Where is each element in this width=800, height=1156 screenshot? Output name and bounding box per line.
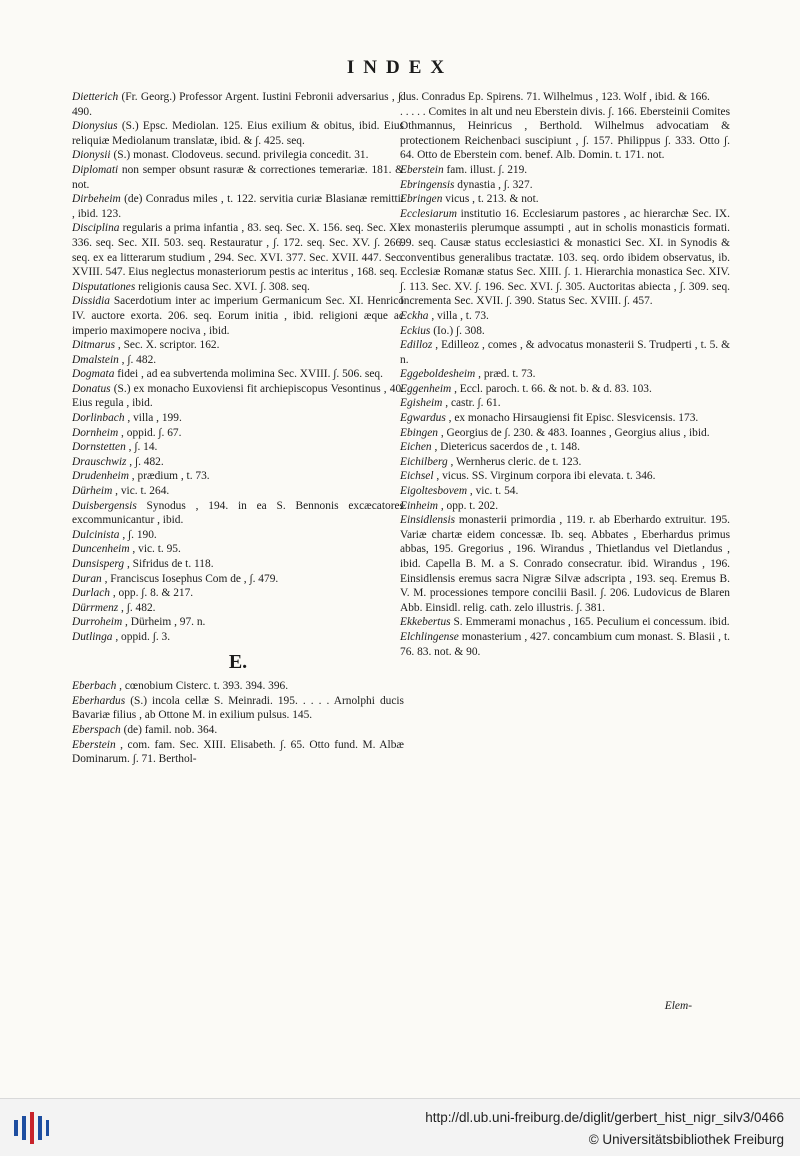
- index-entry-text: (de) famil. nob. 364.: [120, 723, 218, 736]
- index-entry: [400, 192, 730, 207]
- index-entry: [400, 513, 730, 615]
- index-entry: [400, 630, 730, 659]
- index-entry: [72, 528, 404, 543]
- index-entry: [72, 499, 404, 528]
- index-headword: Egwardus: [400, 412, 446, 425]
- index-entry-text: , Sec. X. scriptor. 162.: [115, 339, 220, 352]
- index-headword: Dulcinista: [72, 528, 120, 541]
- index-entry-text: . . . . . Comites in alt und neu Eberstein divis. ∫. 166. Ebersteinii Comites Othmannus, Heinricus , Berthold. Wilhelmus advocatiam & protectionem Reichenbaci suscipiunt , ∫. 157. Philippus ∫. 333. Otto ∫. 64. Otto de Eberstein com. benef. Alb. Domin. t. 171. not.: [400, 105, 730, 162]
- index-entry-text: (S.) Epsc. Mediolan. 125. Eius exilium & obitus, ibid. Eius reliquiæ Mediolanum translatæ, ibid. & ∫. 425. seq.: [72, 120, 404, 147]
- index-headword: Dionysii: [72, 149, 111, 162]
- index-headword: Eichilberg: [400, 455, 448, 468]
- index-entry: [72, 294, 404, 338]
- index-entry-text: institutio 16. Ecclesiarum pastores , ac hierarchæ Sec. IX. ex monasteriis plerumque assumpti , aut in scholis monasticis formati. 99. seq. Causæ status ecclesiastici & monastici Sec. XI. in Synodis & conventibus generalibus tractatæ. 103. seq. ordo ibidem observatus, ib. Ecclesiæ Romanæ status Sec. XIII. ∫. 1. Hierarchia monastica Sec. XIV. ∫. 113. Sec. XV. ∫. 196. Sec. XVI. ∫. 305. Auctoritas abiecta , ∫. 309. seq. Incrementa Sec. XVII. ∫. 390. Status Sec. XVIII. ∫. 457.: [400, 207, 730, 308]
- index-entry-text: , oppid. ∫. 67.: [118, 426, 182, 439]
- index-entry: [72, 738, 404, 767]
- index-entry-text: non semper obsunt rasuræ & correctiones temerariæ. 181. & not.: [72, 163, 404, 191]
- index-entry-text: , ∫. 482.: [126, 455, 164, 468]
- index-entry: [72, 723, 404, 738]
- index-entry-text: , opp. t. 202.: [437, 499, 499, 512]
- index-entry: [400, 615, 730, 630]
- index-headword: Duran: [72, 572, 102, 585]
- index-headword: Eggenheim: [400, 382, 452, 395]
- left-column: [72, 90, 404, 767]
- index-headword: Eckha: [400, 309, 429, 322]
- index-headword: Ekkebertus: [400, 616, 451, 629]
- index-entry: [400, 163, 730, 178]
- index-entry: [400, 207, 730, 309]
- index-headword: Ebringen: [400, 193, 443, 206]
- running-head: INDEX: [346, 57, 454, 78]
- index-headword: Dunsisperg: [72, 558, 125, 570]
- index-entry: [400, 382, 730, 397]
- index-headword: Dutlinga: [72, 630, 113, 643]
- index-entry-text: , vic. t. 54.: [467, 485, 519, 498]
- index-entry: [72, 572, 404, 587]
- right-column: [400, 90, 730, 659]
- index-entry: [400, 396, 730, 411]
- index-entry: [72, 192, 404, 221]
- index-headword: Dmalstein: [72, 353, 119, 366]
- index-headword: Dissidia: [72, 295, 110, 308]
- index-entry-text: , præd. t. 73.: [475, 368, 536, 381]
- index-headword: Dürheim: [72, 485, 113, 498]
- index-entry: [72, 90, 404, 119]
- index-headword: Eckius: [400, 324, 431, 337]
- index-entry: [72, 542, 404, 557]
- section-letter: E.: [228, 650, 248, 673]
- index-entry-text: dynastia , ∫. 327.: [454, 178, 533, 191]
- index-entry: [72, 148, 404, 163]
- index-entry: [72, 280, 404, 295]
- index-headword: Ecclesiarum: [400, 207, 457, 220]
- index-headword: Duisbergensis: [72, 499, 137, 512]
- index-headword: Ditmarus: [72, 339, 116, 352]
- index-headword: Disputationes: [72, 280, 136, 293]
- index-entry-text: , ∫. 482.: [118, 601, 156, 614]
- source-url-link[interactable]: http://dl.ub.uni-freiburg.de/diglit/gerbert_hist_nigr_silv3/0466: [425, 1110, 784, 1125]
- index-entry-text: , vic. t. 264.: [112, 485, 170, 498]
- index-entry-text: fidei , ad ea subvertenda molimina Sec. XVIII. ∫. 506. seq.: [114, 368, 383, 381]
- index-entry-text: dus. Conradus Ep. Spirens. 71. Wilhelmus , 123. Wolf , ibid. & 166.: [400, 91, 710, 103]
- index-entry-text: , cœnobium Cisterc. t. 393. 394. 396.: [116, 680, 289, 693]
- index-headword: Eberhardus: [72, 694, 126, 707]
- index-entry-text: , Eccl. paroch. t. 66. & not. b. & d. 83. 103.: [451, 382, 652, 395]
- index-entry: [72, 338, 404, 353]
- index-entry: [400, 178, 730, 193]
- index-entry-text: , Sifridus de t. 118.: [124, 558, 214, 570]
- index-entry: [72, 455, 404, 470]
- index-entry: [72, 353, 404, 368]
- index-headword: Dietterich: [72, 91, 119, 103]
- index-headword: Dürrmenz: [72, 601, 119, 614]
- index-entry-text: , ∫. 14.: [125, 441, 158, 454]
- index-entry-text: , Franciscus Iosephus Com de , ∫. 479.: [101, 572, 279, 585]
- index-entry: [400, 426, 730, 441]
- index-entry: [72, 694, 404, 723]
- left-entries-before: [72, 90, 404, 645]
- index-entry: [72, 440, 404, 455]
- index-entry-text: , Wernherus cleric. de t. 123.: [447, 455, 582, 468]
- index-headword: Dogmata: [72, 368, 115, 381]
- index-entry-text: , villa , 199.: [124, 412, 182, 425]
- index-entry-text: , castr. ∫. 61.: [442, 397, 501, 410]
- index-entry-text: (S.) ex monacho Euxoviensi fit archiepiscopus Vesontinus , 40. Eius regula , ibid.: [72, 382, 404, 410]
- index-headword: Eberbach: [72, 680, 117, 693]
- left-entries-after: [72, 679, 404, 767]
- index-entry-text: fam. illust. ∫. 219.: [443, 163, 528, 176]
- index-headword: Dirbeheim: [72, 193, 121, 206]
- index-headword: Elchlingense: [400, 630, 459, 643]
- index-entry-text: , prædium , t. 73.: [128, 470, 210, 483]
- index-entry-text: , Georgius de ∫. 230. & 483. Ioannes , Georgius alius , ibid.: [437, 426, 710, 439]
- index-headword: Disciplina: [72, 222, 120, 235]
- index-entry-text: , ∫. 190.: [119, 528, 157, 541]
- index-entry-text: (de) Conradus miles , t. 122. servitia curiæ Blasianæ remittit , ibid. 123.: [72, 193, 404, 220]
- copyright-text: © Universitätsbibliothek Freiburg: [588, 1132, 784, 1147]
- index-headword: Eberstein: [400, 163, 444, 176]
- index-entry: [72, 382, 404, 411]
- index-entry-text: Sacerdotium inter ac imperium Germanicum Sec. XI. Henrico IV. auctore exorta. 206. seq. Eorum initia , ibid. religioni æque ac imperio maximopere nociva , ibid.: [72, 295, 404, 337]
- index-headword: Eigoltesbovem: [400, 485, 468, 498]
- index-entry: [400, 324, 730, 339]
- index-entry-text: regularis a prima infantia , 83. seq. Sec. X. 156. seq. Sec. XI. 336. seq. Sec. XII. 503. seq. Restauratur , ∫. 172. seq. Sec. XV. ∫. 266. seq. ex ea litterarum studium , 294. Sec. XVI. 377. Sec. XVII. 447. Sec. XVIII. 547. Eius neglectus monasteriorum pestis ac interitus , 168. seq.: [72, 222, 404, 279]
- index-entry: [400, 367, 730, 382]
- index-headword: Donatus: [72, 382, 111, 395]
- index-headword: Diplomati: [72, 163, 119, 176]
- index-entry: [400, 90, 730, 105]
- index-entry: [72, 586, 404, 601]
- index-headword: Dornstetten: [72, 441, 126, 454]
- index-entry: [72, 367, 404, 382]
- index-headword: Dionysius: [72, 120, 118, 133]
- index-entry: [400, 455, 730, 470]
- index-headword: Einheim: [400, 499, 438, 512]
- index-headword: Einsidlensis: [400, 514, 456, 527]
- index-entry: [400, 499, 730, 514]
- index-entry: [72, 484, 404, 499]
- index-entry: [72, 426, 404, 441]
- index-entry-text: S. Emmerami monachus , 165. Peculium ei concessum. ibid.: [450, 616, 730, 629]
- index-headword: Eichen: [400, 441, 432, 454]
- index-entry: [400, 440, 730, 455]
- index-headword: Drudenheim: [72, 470, 129, 483]
- index-entry: [400, 309, 730, 324]
- index-entry: [72, 679, 404, 694]
- index-entry: [400, 338, 730, 367]
- index-entry: [72, 119, 404, 148]
- index-entry-text: , oppid. ∫. 3.: [112, 630, 171, 643]
- index-entry: [400, 484, 730, 499]
- index-headword: Edilloz: [400, 339, 433, 352]
- index-headword: Drauschwiz: [72, 455, 127, 468]
- index-entry: [72, 601, 404, 616]
- index-entry-text: , com. fam. Sec. XIII. Elisabeth. ∫. 65. Otto fund. M. Albæ Dominarum. ∫. 71. Berthol-: [72, 738, 404, 766]
- index-entry-text: , ex monacho Hirsaugiensi fit Episc. Slesvicensis. 173.: [445, 412, 699, 425]
- index-entry: [72, 469, 404, 484]
- index-entry-text: Synodus , 194. in ea S. Bennonis excæcatores excommunicantur , ibid.: [72, 499, 404, 527]
- index-entry-text: , vic. t. 95.: [129, 543, 181, 556]
- index-entry: [72, 221, 404, 279]
- index-headword: Egisheim: [400, 397, 443, 410]
- index-entry-text: (Fr. Georg.) Professor Argent. Iustini Febronii adversarius , ∫. 490.: [72, 91, 404, 118]
- index-entry-text: monasterium , 427. concambium cum monast. S. Blasii , t. 76. 83. not. & 90.: [400, 630, 730, 658]
- index-entry-text: (S.) incola cellæ S. Meinradi. 195. . . . . Arnolphi ducis Bavariæ filius , ab Ottone M. in exilium pulsus. 145.: [72, 694, 404, 722]
- index-entry-text: monasterii primordia , 119. r. ab Eberhardo extruitur. 195. Variæ chartæ eidem concessæ. Ib. seq. Abbates , Eberhardus primus abbas, 195. Gregorius , 196. Wirandus , Thietlandus vel Dietlandus , ibid. Capella B. M. a S. Conrado consecratur. ibid. Wirandus , 196. Einsidlensis eremus sacra Nigræ Silvæ adscripta , 193. seq. Eremus B. V. M. processiones tempore concilii Basil. ∫. 206. Ludovicus de Blaren Abb. Einsidl. relig. cath. zelo illustris. ∫. 381.: [400, 514, 730, 614]
- index-entry-text: vicus , t. 213. & not.: [442, 193, 539, 206]
- catchword: Elem-: [664, 1000, 692, 1012]
- index-entry: [72, 163, 404, 192]
- index-entry-text: , Edilleoz , comes , & advocatus monasterii S. Trudperti , t. 5. & n.: [400, 339, 730, 366]
- index-entry: [400, 411, 730, 426]
- footer-bar: [0, 1098, 800, 1156]
- index-entry-text: , ∫. 482.: [118, 353, 157, 366]
- ub-freiburg-logo-icon[interactable]: [10, 1108, 50, 1148]
- index-headword: Duncenheim: [72, 543, 130, 556]
- index-entry-text: , Dürheim , 97. n.: [122, 616, 206, 629]
- index-entry: [72, 411, 404, 426]
- index-entry-text: (S.) monast. Clodoveus. secund. privilegia concedit. 31.: [110, 149, 369, 162]
- index-entry-text: religionis causa Sec. XVI. ∫. 308. seq.: [135, 280, 310, 293]
- index-entry-text: , opp. ∫. 8. & 217.: [109, 587, 194, 600]
- index-headword: Ebingen: [400, 426, 438, 439]
- index-headword: Eberspach: [72, 723, 121, 736]
- index-entry-text: , villa , t. 73.: [428, 309, 489, 322]
- index-headword: Dorlinbach: [72, 412, 125, 425]
- index-headword: Eggeboldesheim: [400, 368, 476, 381]
- index-headword: Eichsel: [400, 470, 434, 483]
- index-entry: [400, 469, 730, 484]
- index-headword: Dornheim: [72, 426, 119, 439]
- index-headword: Durroheim: [72, 616, 123, 629]
- index-entry-text: , vicus. SS. Virginum corpora ibi elevata. t. 346.: [433, 470, 656, 483]
- index-headword: Eberstein: [72, 738, 116, 751]
- index-entry: [72, 630, 404, 645]
- index-headword: Ebringensis: [400, 178, 455, 191]
- index-entry-text: (Io.) ∫. 308.: [430, 324, 485, 337]
- index-entry: [72, 615, 404, 630]
- index-headword: Durlach: [72, 587, 110, 600]
- index-entry-text: , Dietericus sacerdos de , t. 148.: [431, 441, 580, 454]
- index-entry: [72, 557, 404, 572]
- index-entry: [400, 105, 730, 163]
